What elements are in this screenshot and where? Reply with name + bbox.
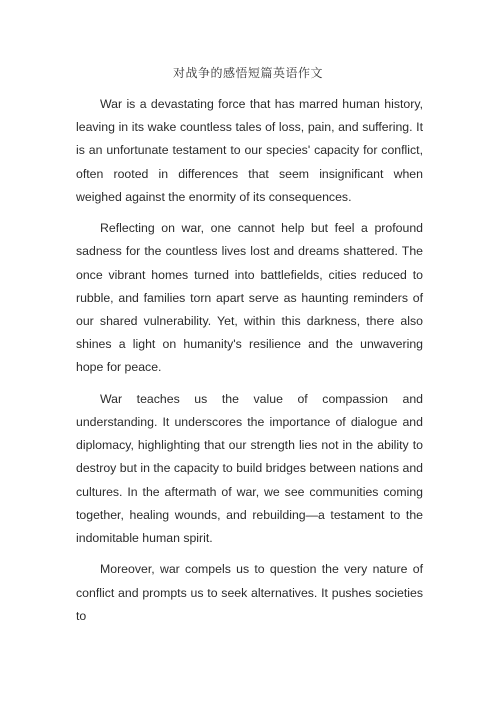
- paragraph-1: War is a devastating force that has marred human history, leaving in its wake countless tales of loss, pain, and suffering. It is an unfortunate testament to our species' capacity for conflict, often rooted in differences that seem insignificant when weighed against the enormity of its consequences.: [76, 97, 423, 204]
- paragraph-2: Reflecting on war, one cannot help but feel a profound sadness for the countless lives lost and dreams shattered. The once vibrant homes turned into battlefields, cities reduced to rubble, and families torn apart serve as haunting reminders of our shared vulnerability. Yet, within this darkness, there also shines a light on humanity's resilience and the unwavering hope for peace.: [76, 221, 423, 375]
- document-body: [76, 93, 423, 636]
- paragraph-4: Moreover, war compels us to question the very nature of conflict and prompts us to seek alternatives. It pushes societies to: [76, 562, 423, 623]
- document-title: 对战争的感悟短篇英语作文: [172, 66, 323, 80]
- paragraph-3: War teaches us the value of compassion and understanding. It underscores the importance of dialogue and diplomacy, highlighting that our strength lies not in the ability to destroy but in the capacity to build bridges between nations and cultures. In the aftermath of war, we see communities coming together, healing wounds, and rebuilding—a testament to the indomitable human spirit.: [76, 391, 423, 546]
